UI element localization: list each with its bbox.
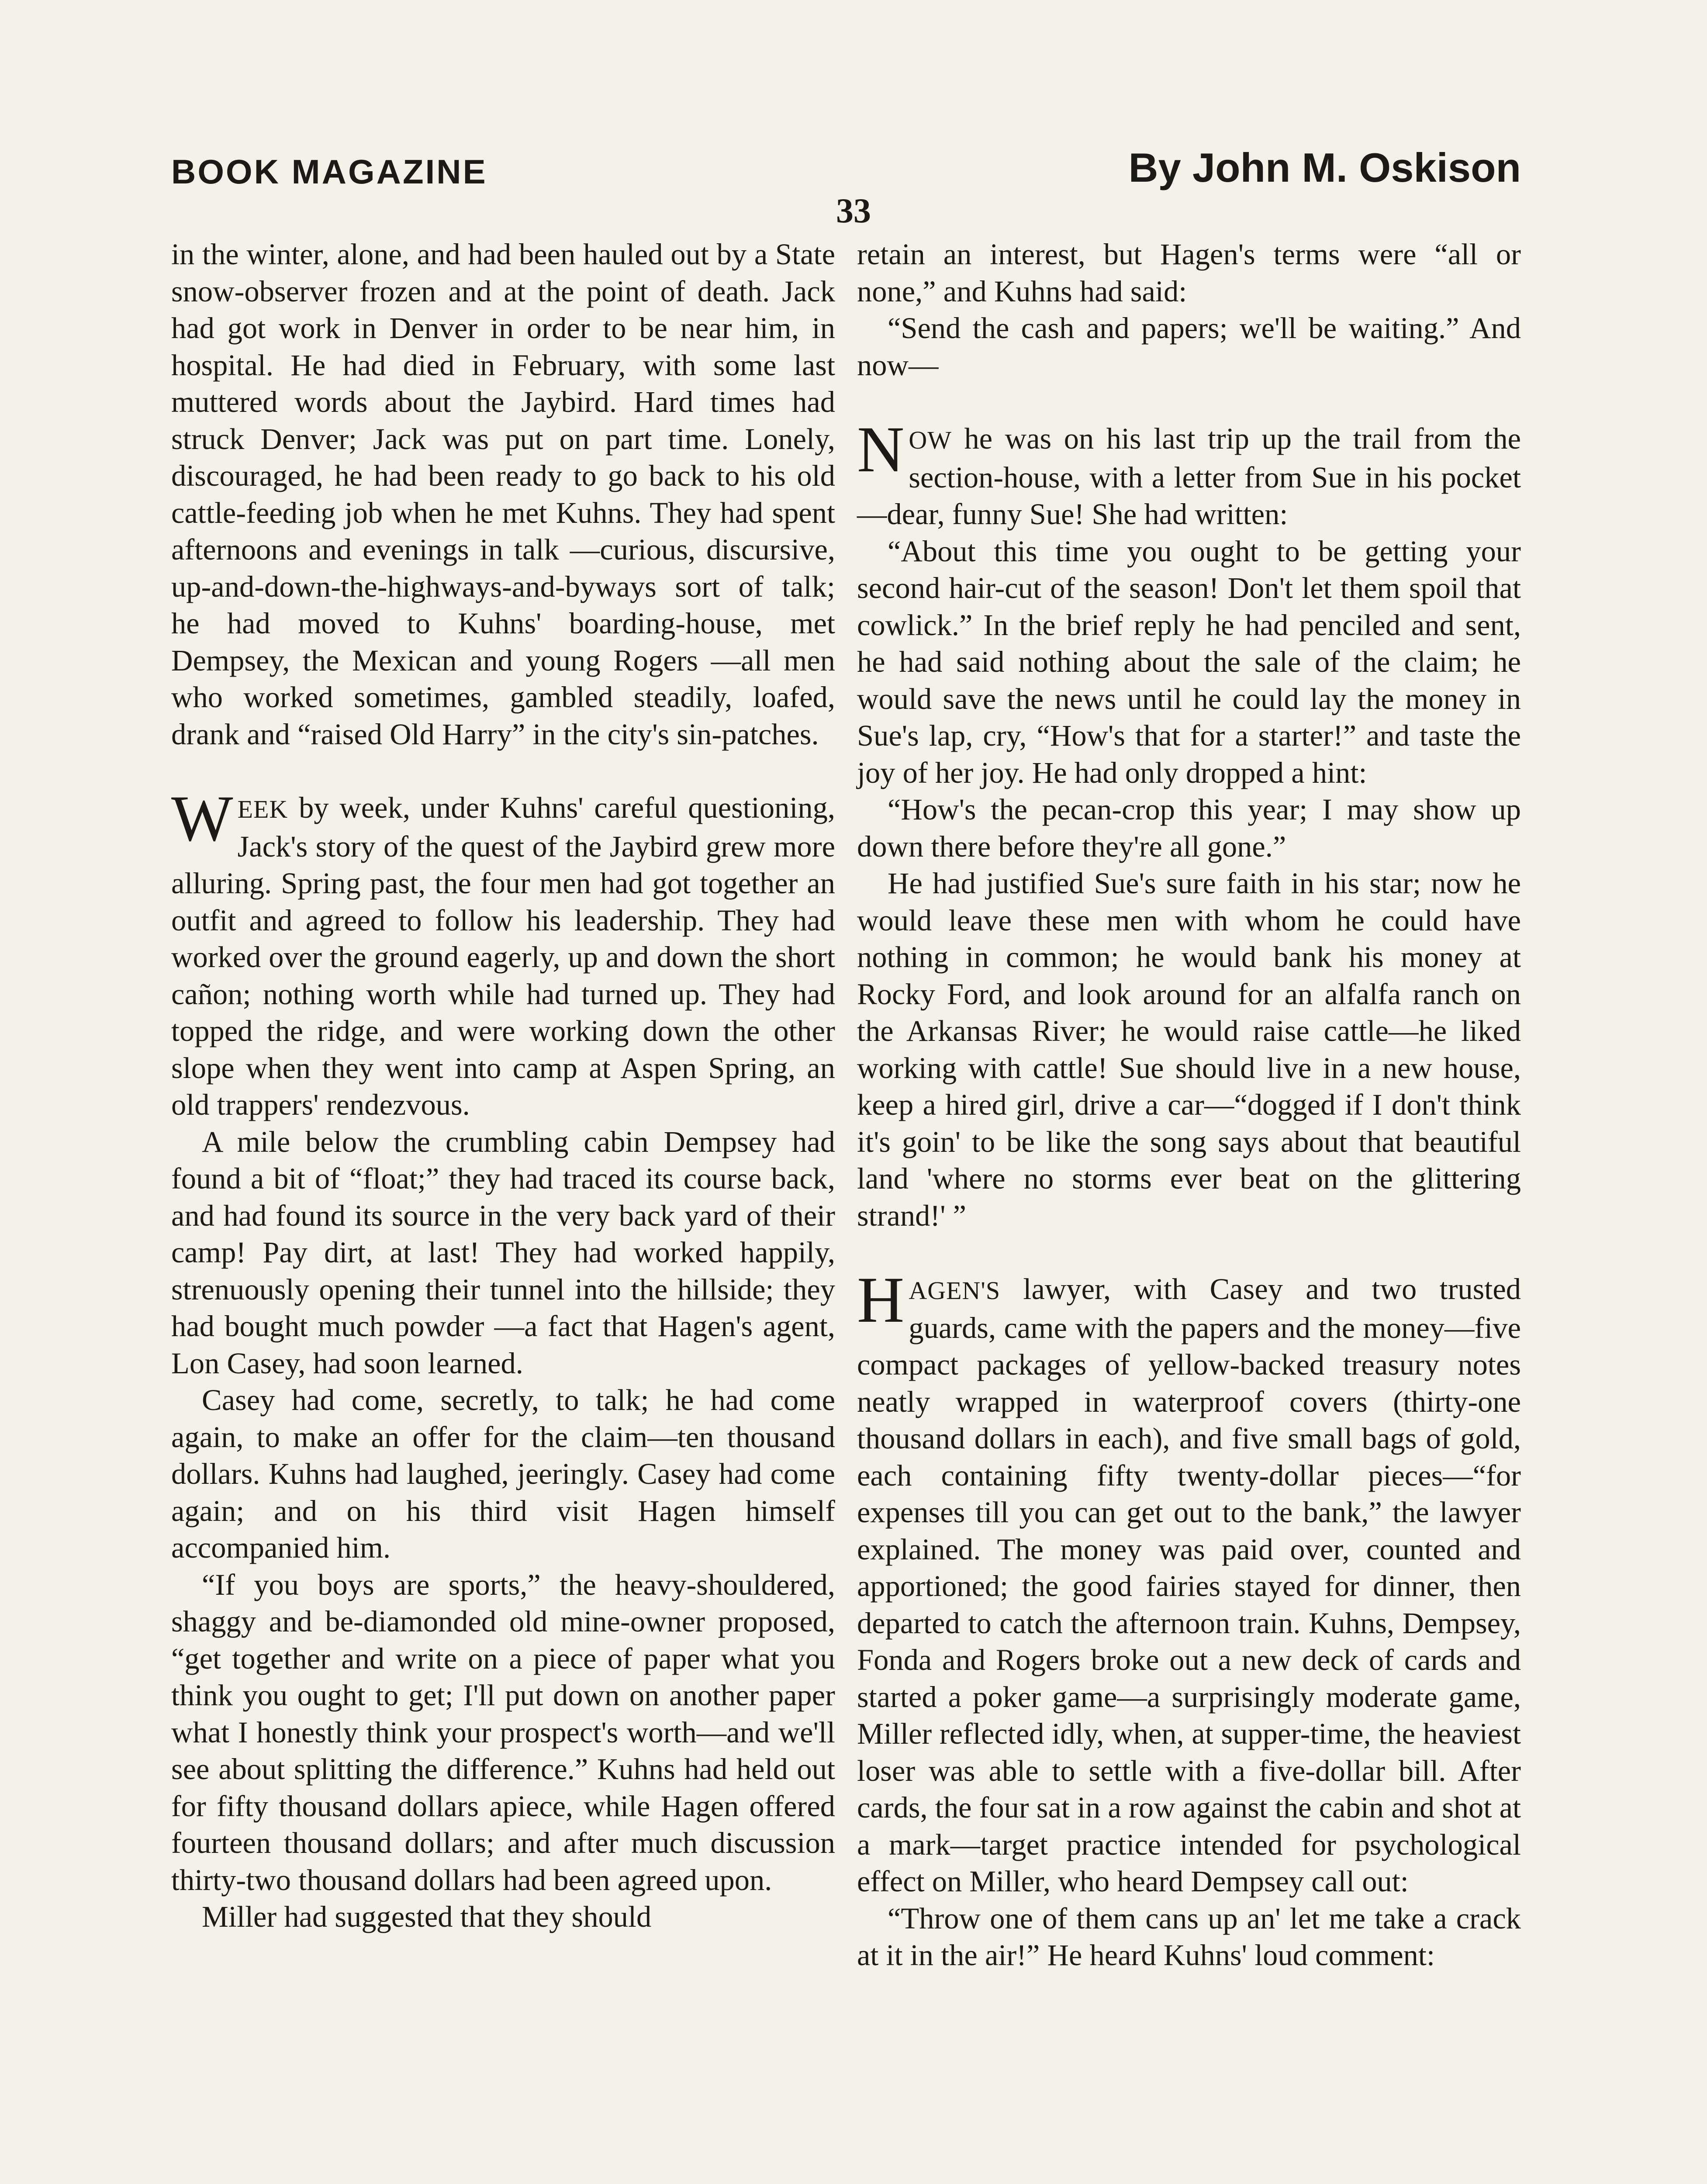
paragraph-text: he was on his last trip up the trail from the section-house, with a letter from Sue in his pocket—dear, funny Sue! She had written:	[857, 422, 1521, 531]
small-caps-lead: AGEN'S	[909, 1276, 1001, 1305]
text-column-right	[857, 236, 1521, 1974]
paragraph-text: by week, under Kuhns' careful questioning, Jack's story of the quest of the Jaybird grew more alluring. Spring past, the four men had got together an outfit and agreed to follow his leadership. They had worked over the ground eagerly, up and down the short cañon; nothing worth while had turned up. They had topped the ridge, and were working down the other slope when they went into camp at Aspen Spring, an old trappers' rendezvous.	[171, 791, 835, 1121]
section-paragraph	[857, 1264, 1521, 1900]
section-paragraph	[857, 413, 1521, 533]
paragraph: “How's the pecan-crop this year; I may show up down there before they're all gone.”	[857, 793, 1521, 863]
paragraph: “About this time you ought to be getting your second hair-cut of the season! Don't let them spoil that cowlick.” In the brief reply he had penciled and sent, he had said nothing about the sale of the claim; he would save the news until he could lay the money in Sue's lap, cry, “How's that for a starter!” and taste the joy of her joy. He had only dropped a hint:	[857, 534, 1521, 789]
paragraph: retain an interest, but Hagen's terms were “all or none,” and Kuhns had said:	[857, 238, 1521, 308]
magazine-title: BOOK MAGAZINE	[171, 152, 487, 191]
paragraph: “Throw one of them cans up an' let me take a crack at it in the air!” He heard Kuhns' loud comment:	[857, 1901, 1521, 1972]
paragraph: “If you boys are sports,” the heavy-shouldered, shaggy and be-diamonded old mine-owner proposed, “get together and write on a piece of paper what you think you ought to get; I'll put down on another paper what I honestly think your prospect's worth—and we'll see about splitting the difference.” Kuhns had held out for fifty thousand dollars apiece, while Hagen offered fourteen thousand dollars; and after much discussion thirty-two thousand dollars had been agreed upon.	[171, 1568, 835, 1897]
page-number: 33	[836, 192, 871, 230]
paragraph: in the winter, alone, and had been hauled out by a State snow-observer frozen and at the point of death. Jack had got work in Denver in order to be near him, in hospital. He had died in February, with some last muttered words about the Jaybird. Hard times had struck Denver; Jack was put on part time. Lonely, discouraged, he had been ready to go back to his old cattle-feeding job when he met Kuhns. They had spent afternoons and evenings in talk —curious, discursive, up-and-down-the-highways-and-byways sort of talk; he had moved to Kuhns' boarding-house, met Dempsey, the Mexican and young Rogers —all men who worked sometimes, gambled steadily, loafed, drank and “raised Old Harry” in the city's sin-patches.	[171, 238, 835, 751]
paragraph: He had justified Sue's sure faith in his star; now he would leave these men with whom he could have nothing in common; he would bank his money at Rocky Ford, and look around for an alfalfa ranch on the Arkansas River; he would raise cattle—he liked working with cattle! Sue should live in a new house, keep a hired girl, drive a car—“dogged if I don't think it's goin' to be like the song says about that beautiful land 'where no storms ever beat on the glittering strand!' ”	[857, 867, 1521, 1232]
small-caps-lead: OW	[909, 426, 952, 454]
small-caps-lead: EEK	[237, 795, 288, 823]
drop-cap: N	[857, 413, 905, 486]
drop-cap: H	[857, 1264, 905, 1336]
paragraph: A mile below the crumbling cabin Dempsey had found a bit of “float;” they had traced its course back, and had found its source in the very back yard of their camp! Pay dirt, at last! They had worked happily, strenuously opening their tunnel into the hillside; they had bought much powder —a fact that Hagen's agent, Lon Casey, had soon learned.	[171, 1125, 835, 1380]
paragraph: “Send the cash and papers; we'll be waiting.” And now—	[857, 311, 1521, 382]
author-byline: By John M. Oskison	[1128, 145, 1521, 190]
paragraph: Miller had suggested that they should	[202, 1900, 652, 1933]
paragraph-text: lawyer, with Casey and two trusted guards, came with the papers and the money—five compact packages of yellow-backed treasury notes neatly wrapped in waterproof covers (thirty-one thousand dollars in each), and five small bags of gold, each containing fifty twenty-dollar pieces—“for expenses till you can get out to the bank,” the lawyer explained. The money was paid over, counted and apportioned; the good fairies stayed for dinner, then departed to catch the afternoon train. Kuhns, Dempsey, Fonda and Rogers broke out a new deck of cards and started a poker game—a surprisingly moderate game, Miller reflected idly, when, at supper-time, the heaviest loser was able to settle with a five-dollar bill. After cards, the four sat in a row against the cabin and shot at a mark—target practice intended for psychological effect on Miller, who heard Dempsey call out:	[857, 1272, 1521, 1898]
paragraph: Casey had come, secretly, to talk; he had come again, to make an offer for the claim—ten thousand dollars. Kuhns had laughed, jeeringly. Casey had come again; and on his third visit Hagen himself accompanied him.	[171, 1383, 835, 1564]
section-paragraph	[171, 782, 835, 1123]
text-column-left	[171, 236, 835, 1935]
drop-cap: W	[171, 782, 233, 855]
